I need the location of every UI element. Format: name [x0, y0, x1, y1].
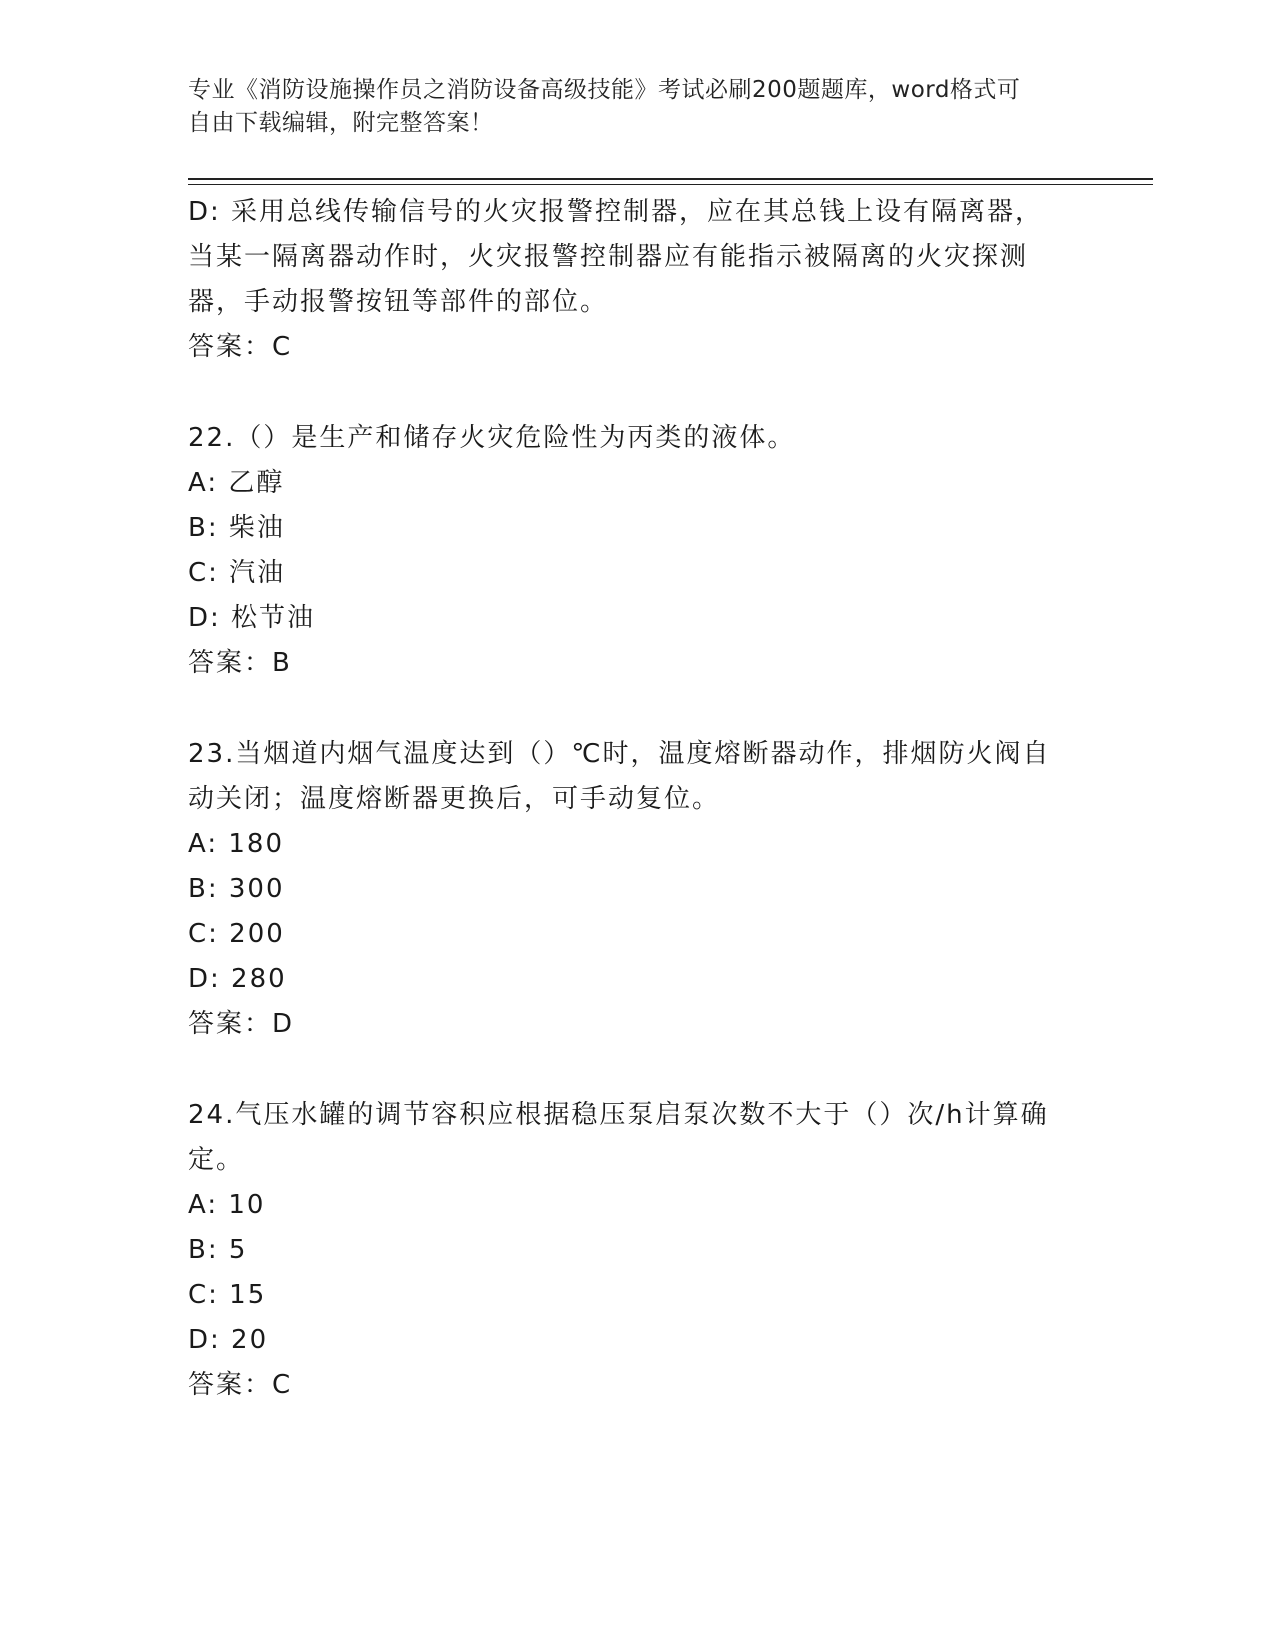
option-c: C: 汽油	[188, 558, 286, 588]
question-block-24	[188, 1093, 1088, 1408]
question-block-22	[188, 416, 1088, 686]
option-b: B: 300	[188, 874, 285, 904]
option-c: C: 15	[188, 1280, 267, 1310]
option-b: B: 5	[188, 1235, 248, 1265]
question-text: 定。	[188, 1145, 245, 1175]
question-text: 24.气压水罐的调节容积应根据稳压泵启泵次数不大于（）次/h计算确	[188, 1100, 1049, 1130]
question-block-23	[188, 732, 1088, 1047]
spacer	[188, 686, 1088, 732]
question-content	[188, 190, 1088, 1408]
option-d-line: 器，手动报警按钮等部件的部位。	[188, 287, 609, 317]
option-d: D: 松节油	[188, 603, 316, 633]
question-text: 23.当烟道内烟气温度达到（）℃时，温度熔断器动作，排烟防火阀自	[188, 739, 1051, 769]
option-d-line: D: 采用总线传输信号的火灾报警控制器，应在其总钱上设有隔离器，	[188, 197, 1044, 227]
option-c: C: 200	[188, 919, 285, 949]
header-line-1: 专业《消防设施操作员之消防设备高级技能》考试必刷200题题库，word格式可	[188, 77, 1021, 103]
header-divider-thin	[188, 184, 1153, 185]
option-d-line: 当某一隔离器动作时，火灾报警控制器应有能指示被隔离的火灾探测	[188, 242, 1029, 272]
answer-line: 答案：C	[188, 1370, 293, 1400]
answer-line: 答案：D	[188, 1009, 295, 1039]
option-a: A: 10	[188, 1190, 266, 1220]
question-text: 22.（）是生产和储存火灾危险性为丙类的液体。	[188, 423, 796, 453]
header-divider-thick	[188, 178, 1153, 180]
answer-line: 答案：B	[188, 648, 292, 678]
prev-question-continuation	[188, 190, 1088, 370]
header-line-2: 自由下载编辑，附完整答案！	[188, 110, 494, 136]
spacer	[188, 1047, 1088, 1093]
document-header	[188, 74, 1078, 140]
question-text: 动关闭；温度熔断器更换后，可手动复位。	[188, 784, 721, 814]
option-b: B: 柴油	[188, 513, 285, 543]
option-d: D: 280	[188, 964, 287, 994]
spacer	[188, 370, 1088, 416]
option-a: A: 乙醇	[188, 468, 285, 498]
option-d: D: 20	[188, 1325, 269, 1355]
option-a: A: 180	[188, 829, 284, 859]
answer-line: 答案：C	[188, 332, 293, 362]
